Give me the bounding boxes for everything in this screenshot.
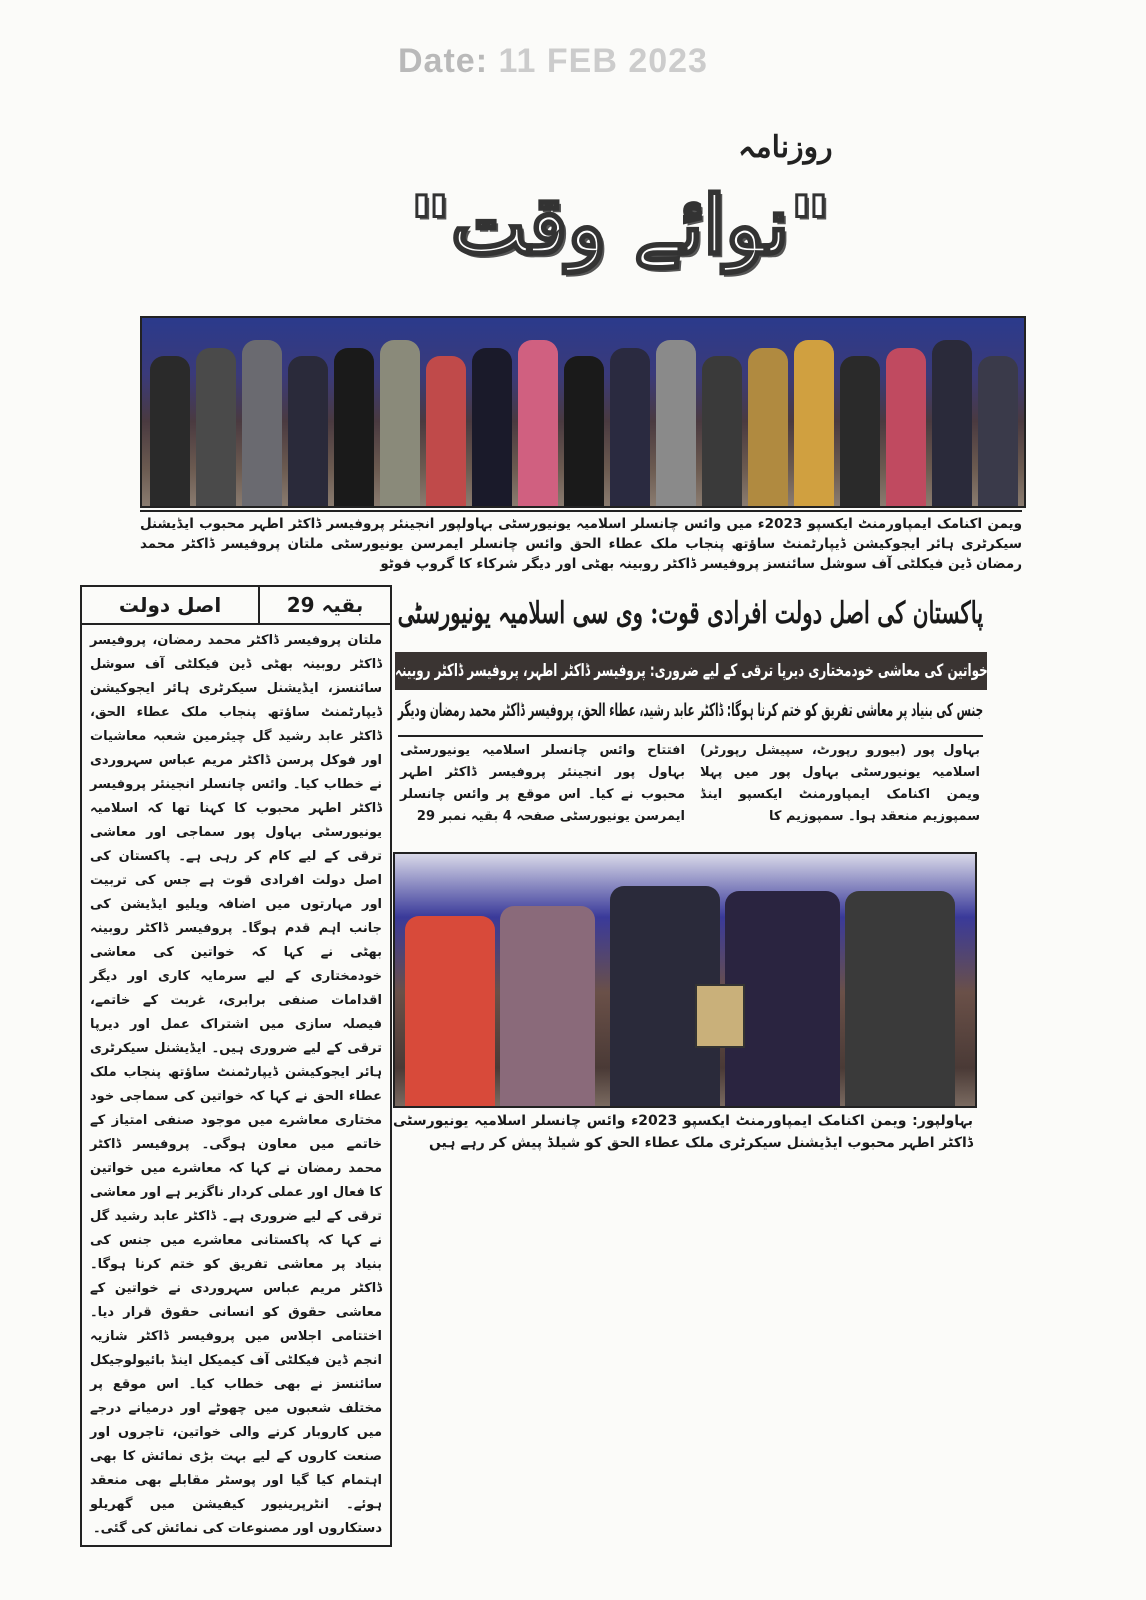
person-figure bbox=[196, 348, 236, 506]
headline: پاکستان کی اصل دولت افرادی قوت: وی سی اسلامیہ یونیورسٹی bbox=[397, 596, 984, 631]
continuation-column bbox=[80, 585, 392, 1547]
subheadline-2: جنس کی بنیاد پر معاشی تفریق کو ختم کرنا ہوگا: ڈاکٹر عابد رشید، عطاء الحق، پروفیسر ڈاکٹر محمد رمضان ودیگر bbox=[397, 700, 984, 721]
person-figure bbox=[978, 356, 1018, 506]
person-figure bbox=[500, 906, 595, 1106]
person-figure bbox=[748, 348, 788, 506]
shield-photo-caption: بہاولپور: ویمن اکنامک ایمپاورمنٹ ایکسپو 2023ء وائس چانسلر اسلامیہ یونیورسٹی ڈاکٹر اطہر محبوب ایڈیشنل سیکرٹری ملک عطاء الحق کو شیلڈ پیش کر رہے ہیں bbox=[393, 1113, 973, 1151]
group-photo-caption: ویمن اکنامک ایمپاورمنٹ ایکسپو 2023ء میں وائس چانسلر اسلامیہ یونیورسٹی بہاولپور انجینئر پروفیسر ڈاکٹر اطہر محبوب ایڈیشنل سیکرٹری ہائر ایجوکیشن ڈیپارٹمنٹ ساؤتھ پنجاب ملک عطاء الحق وائس چانسلر ایمرسن یونیورسٹی ملتان پروفیسر ڈاکٹر محمد رمضان ڈین فیکلٹی آف سوشل سائنسز پروفیسر ڈاکٹر روبینہ بھٹی اور دیگر شرکاء کا گروپ فوٹو bbox=[140, 516, 1023, 572]
shield-plaque bbox=[695, 984, 745, 1048]
article-column-right: بہاول پور (بیورو رپورٹ، سپیشل رپورٹر) اسلامیہ یونیورسٹی بہاول پور میں پہلا ویمن اکنامک ایمپاورمنٹ ایکسپو اینڈ سمپوزیم منعقد ہوا۔ سمپوزیم کا bbox=[700, 743, 980, 824]
person-figure bbox=[840, 356, 880, 506]
shield-ceremony-photo bbox=[393, 852, 977, 1108]
divider bbox=[398, 735, 983, 737]
person-figure bbox=[564, 356, 604, 506]
person-figure bbox=[518, 340, 558, 506]
person-figure bbox=[426, 356, 466, 506]
subheadline-1: خواتین کی معاشی خودمختاری دیرپا ترقی کے لیے ضروری: پروفیسر ڈاکٹر اطہر، پروفیسر ڈاکٹر روبینہ bbox=[394, 661, 988, 681]
person-figure bbox=[472, 348, 512, 506]
subheadline-1-bar bbox=[395, 652, 987, 690]
newspaper-masthead: "نوائے وقت" bbox=[409, 178, 831, 272]
continuation-text: ملتان پروفیسر ڈاکٹر محمد رمضان، پروفیسر ڈاکٹر روبینہ بھٹی ڈین فیکلٹی آف سوشل سائنسز، ایڈیشنل سیکرٹری ہائر ایجوکیشن ڈیپارٹمنٹ ساؤتھ پنجاب ملک عطاء الحق، ڈاکٹر عابد رشید گل چیئرمین شعبہ معاشیات اور فوکل پرسن ڈاکٹر مریم عباس سہروردی نے خطاب کیا۔ وائس چانسلر انجینئر پروفیسر ڈاکٹر اطہر محبوب کا کہنا تھا کہ اسلامیہ یونیورسٹی بہاول پور سماجی اور معاشی ترقی کے لیے کام کر رہی ہے۔ پاکستان کی اصل دولت افرادی قوت ہے جس کی تربیت اور مہارتوں میں اضافہ ویلیو ایڈیشن کی جانب اہم قدم ہوگا۔ پروفیسر ڈاکٹر روبینہ بھٹی نے کہا کہ خواتین کی معاشی خودمختاری کے لیے سرمایہ کاری اور دیگر اقدامات صنفی برابری، غربت کے خاتمے، فیصلہ سازی میں اشتراک عمل اور دیرپا ترقی کے لیے ضروری ہیں۔ ایڈیشنل سیکرٹری ہائر ایجوکیشن ڈیپارٹمنٹ ساؤتھ پنجاب ملک عطاء الحق نے کہا کہ خواتین کی سماجی خود مختاری معاشرے میں موجود صنفی امتیاز کے خاتمے میں معاون ہوگی۔ پروفیسر ڈاکٹر محمد رمضان نے کہا کہ معاشرے میں خواتین کا فعال اور عملی کردار ناگزیر ہے اور معاشی ترقی کے لیے ضروری ہے۔ ڈاکٹر عابد رشید گل نے کہا کہ پاکستانی معاشرے میں جنس کی بنیاد پر معاشی تفریق کو ختم کرنا ہوگا۔ ڈاکٹر مریم عباس سہروردی نے خواتین کے معاشی حقوق کو انسانی حقوق قرار دیا۔ اختتامی اجلاس میں پروفیسر ڈاکٹر شازیہ انجم ڈین فیکلٹی آف کیمیکل اینڈ بائیولوجیکل سائنسز نے بھی خطاب کیا۔ اس موقع پر مختلف شعبوں میں چھوٹے اور درمیانے درجے میں کاروبار کرنے والی خواتین، تاجروں اور صنعت کاروں کے لیے بہت بڑی نمائش کا بھی اہتمام کیا گیا اور پوسٹر مقابلے بھی منعقد ہوئے۔ انٹرپرینیور کیفیشن میں گھریلو دستکاروں اور مصنوعات کی نمائش کی گئی۔ bbox=[90, 633, 382, 1536]
date-label: Date: bbox=[398, 42, 489, 80]
person-figure bbox=[242, 340, 282, 506]
person-figure bbox=[656, 340, 696, 506]
continuation-header bbox=[82, 587, 390, 625]
divider bbox=[140, 510, 1022, 512]
person-figure bbox=[405, 916, 495, 1106]
continuation-title: اصل دولت bbox=[118, 593, 222, 617]
person-figure bbox=[702, 356, 742, 506]
date-value: 11 FEB 2023 bbox=[498, 42, 708, 80]
person-figure bbox=[288, 356, 328, 506]
person-figure bbox=[886, 348, 926, 506]
person-figure bbox=[794, 340, 834, 506]
continuation-label: بقیہ bbox=[321, 593, 364, 617]
group-photo bbox=[140, 316, 1026, 508]
person-figure bbox=[334, 348, 374, 506]
person-figure bbox=[845, 891, 955, 1106]
person-figure bbox=[610, 348, 650, 506]
person-figure bbox=[150, 356, 190, 506]
date-stamp bbox=[398, 42, 708, 81]
article-column-left: افتتاح وائس چانسلر اسلامیہ یونیورسٹی بہاول پور انجینئر پروفیسر ڈاکٹر اطہر محبوب نے کیا۔ اس موقع پر وائس چانسلر ایمرسن یونیورسٹی صفحہ 4 بقیہ نمبر 29 bbox=[400, 743, 685, 824]
newspaper-prefix: روزنامہ bbox=[738, 130, 833, 165]
continuation-number: 29 bbox=[286, 593, 315, 617]
person-figure bbox=[380, 340, 420, 506]
person-figure bbox=[932, 340, 972, 506]
